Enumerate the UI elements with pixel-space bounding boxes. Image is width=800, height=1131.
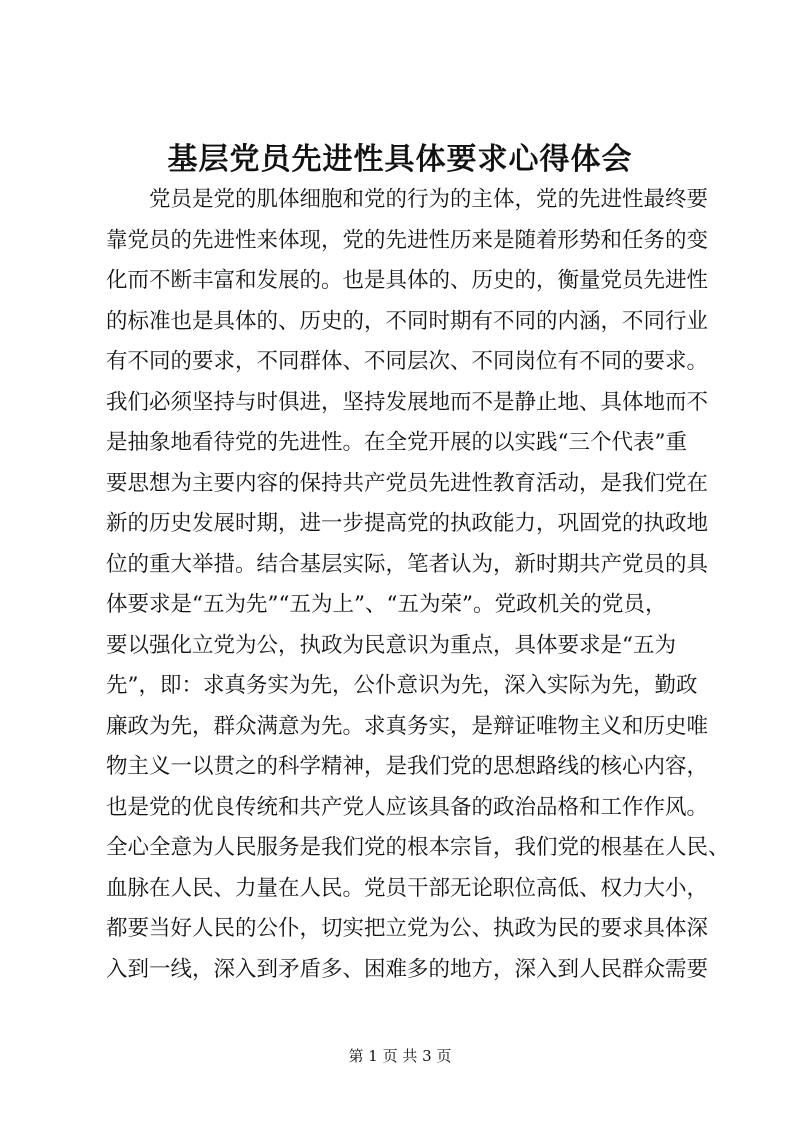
paragraph-line: 我们必须坚持与时俱进，坚持发展地而不是静止地、具体地而不: [106, 389, 709, 415]
paragraph-line: 位的重大举措。结合基层实际，笔者认为，新时期共产党员的具: [106, 551, 709, 577]
paragraph-line: 全心全意为人民服务是我们党的根本宗旨，我们党的根基在人民、: [106, 835, 730, 860]
paragraph-line: 新的历史发展时期，进一步提高党的执政能力，巩固党的执政地: [106, 511, 709, 536]
paragraph-line: 靠党员的先进性来体现，党的先进性历来是随着形势和任务的变: [106, 227, 709, 253]
paragraph-line: 有不同的要求，不同群体、不同层次、不同岗位有不同的要求。: [106, 349, 709, 374]
paragraph-line: 党员是党的肌体细胞和党的行为的主体，党的先进性最终要: [106, 187, 709, 212]
page-number-footer: 第 1 页 共 3 页: [348, 1047, 452, 1065]
paragraph-line: 也是党的优良传统和共产党人应该具备的政治品格和工作作风。: [106, 794, 709, 820]
paragraph-line: 化而不断丰富和发展的。也是具体的、历史的，衡量党员先进性: [106, 268, 709, 293]
paragraph-line: 都要当好人民的公仆，切实把立党为公、执政为民的要求具体深: [106, 916, 709, 941]
document-title: 基层党员先进性具体要求心得体会: [167, 142, 633, 177]
paragraph-line: 血脉在人民、力量在人民。党员干部无论职位高低、权力大小，: [106, 875, 709, 901]
paragraph-line: 廉政为先，群众满意为先。求真务实，是辩证唯物主义和历史唯: [106, 713, 709, 739]
paragraph-line: 要以强化立党为公，执政为民意识为重点，具体要求是“五为: [106, 632, 676, 658]
body-paragraph: [106, 180, 730, 990]
paragraph-line: 的标准也是具体的、历史的，不同时期有不同的内涵，不同行业: [106, 308, 709, 334]
paragraph-line: 是抽象地看待党的先进性。在全党开展的以实践“三个代表”重: [106, 430, 687, 455]
paragraph-line: 物主义一以贯之的科学精神，是我们党的思想路线的核心内容，: [106, 754, 709, 779]
paragraph-line: 先”，即：求真务实为先，公仆意识为先，深入实际为先，勤政: [106, 673, 698, 698]
paragraph-line: 要思想为主要内容的保持共产党员先进性教育活动，是我们党在: [106, 470, 709, 496]
paragraph-line: 体要求是“五为先”“五为上”、“五为荣”。党政机关的党员，: [106, 592, 667, 617]
paragraph-line: 入到一线，深入到矛盾多、困难多的地方，深入到人民群众需要: [106, 956, 709, 982]
